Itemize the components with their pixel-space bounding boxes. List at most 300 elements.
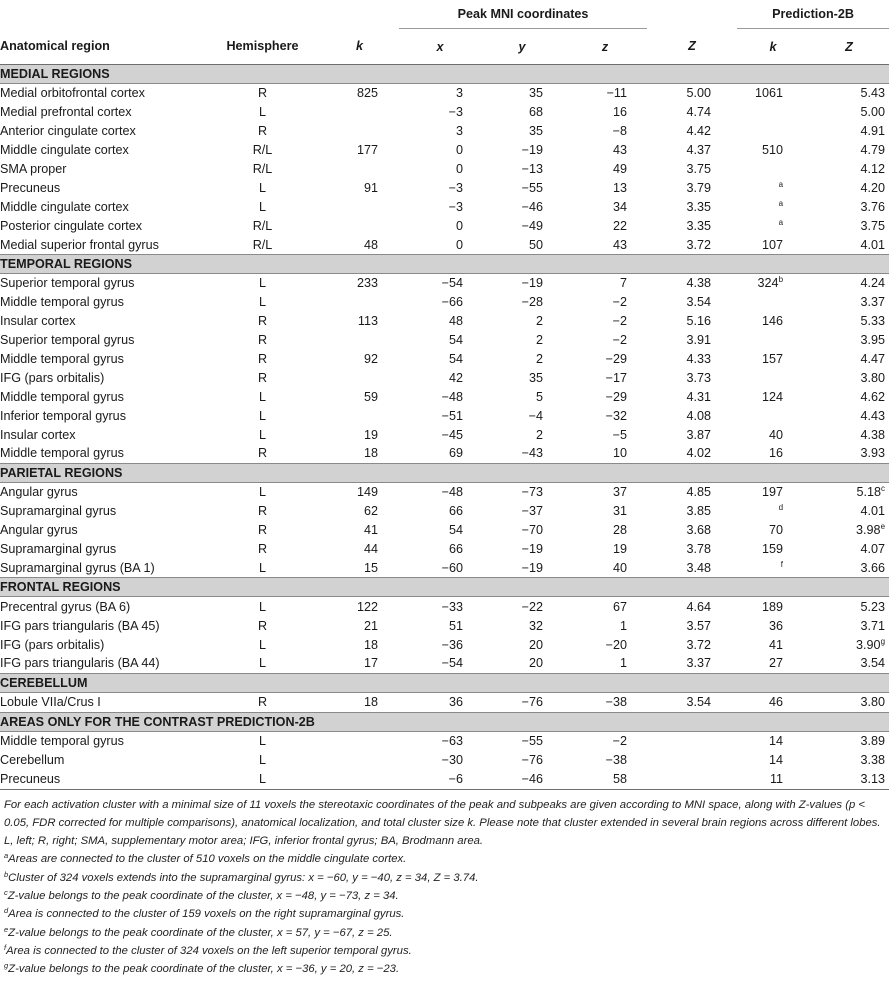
table-row <box>0 103 889 122</box>
cell-z <box>563 235 647 254</box>
cell-k <box>320 521 399 540</box>
cell-Z <box>647 160 737 179</box>
cell-y-value: 20 <box>528 656 543 671</box>
cell-z-value: 19 <box>613 542 628 557</box>
footnote <box>4 869 885 887</box>
cell-Z <box>647 312 737 331</box>
cell-k <box>320 312 399 331</box>
cell-y-value: −19 <box>521 276 543 291</box>
cell-hemisphere <box>205 521 320 540</box>
cell-hemisphere <box>205 731 320 750</box>
cell-k-value: 44 <box>363 542 378 557</box>
cell-k-value: 825 <box>356 86 378 101</box>
cell-y <box>481 235 563 254</box>
cell-z <box>563 444 647 463</box>
cell-pred-k <box>737 141 809 160</box>
cell-y-value: −13 <box>521 162 543 176</box>
cell-y <box>481 141 563 160</box>
cell-Z-value: 3.85 <box>686 504 712 519</box>
cell-pred-k-value: 16 <box>769 446 784 461</box>
cell-y <box>481 425 563 444</box>
table-row <box>0 770 889 789</box>
footnote-marker: g <box>880 636 886 646</box>
cell-pred-Z-value: 4.62 <box>860 389 886 404</box>
cell-hemisphere <box>205 654 320 673</box>
cell-region <box>0 350 205 369</box>
cell-pred-Z <box>809 406 889 425</box>
cell-Z <box>647 635 737 654</box>
cell-pred-k <box>737 444 809 463</box>
cell-pred-Z-value: 4.01 <box>860 504 886 519</box>
cell-pred-k <box>737 558 809 577</box>
cell-k-value: 122 <box>356 599 378 614</box>
cell-k <box>320 293 399 312</box>
cell-x-value: 3 <box>455 86 463 101</box>
cell-x <box>399 540 481 559</box>
cell-hemisphere <box>205 387 320 406</box>
cell-Z <box>647 521 737 540</box>
cell-region <box>0 482 205 501</box>
cell-hemisphere-value: L <box>258 656 266 671</box>
cell-pred-k <box>737 616 809 635</box>
cell-hemisphere <box>205 103 320 122</box>
cell-Z-value: 3.37 <box>686 656 712 671</box>
cell-x-value: −54 <box>441 656 463 671</box>
cell-pred-k <box>737 312 809 331</box>
cell-z <box>563 635 647 654</box>
cell-Z-value: 4.74 <box>686 105 712 120</box>
table-row <box>0 444 889 463</box>
footnote-marker: a <box>778 179 784 189</box>
cell-z-value: 49 <box>613 162 628 176</box>
cell-x <box>399 635 481 654</box>
cell-z <box>563 84 647 103</box>
cell-z-value: 28 <box>613 523 628 538</box>
table-row <box>0 751 889 770</box>
table-row <box>0 293 889 312</box>
cell-hemisphere-value: L <box>258 485 266 500</box>
footnote-marker: c <box>881 484 886 494</box>
cell-region <box>0 406 205 425</box>
cell-y-value: 2 <box>535 333 543 348</box>
cell-z-value: 67 <box>613 599 628 614</box>
cell-y <box>481 521 563 540</box>
cell-k-value: 17 <box>363 656 378 671</box>
cell-pred-Z <box>809 235 889 254</box>
cell-hemisphere-value: R <box>257 504 268 519</box>
cell-hemisphere <box>205 141 320 160</box>
footnote-mark: b <box>4 869 9 879</box>
cell-k <box>320 197 399 216</box>
cell-pred-k <box>737 406 809 425</box>
cell-z <box>563 597 647 616</box>
cell-Z <box>647 770 737 789</box>
cell-pred-k-value: 11 <box>769 772 784 787</box>
cell-y <box>481 444 563 463</box>
cell-pred-Z-value: 4.24 <box>860 276 886 291</box>
cell-region <box>0 731 205 750</box>
footnote-text: Z-value belongs to the peak coordinate of the cluster, x = −48, y = −73, z = 34. <box>7 889 399 902</box>
footnote-marker: d <box>778 503 784 513</box>
cell-region-value: Middle temporal gyrus <box>0 734 124 749</box>
cell-x <box>399 482 481 501</box>
cell-hemisphere <box>205 770 320 789</box>
cell-y-value: 2 <box>535 427 543 442</box>
cell-Z <box>647 274 737 293</box>
cell-region-value: Insular cortex <box>0 314 76 329</box>
cell-x-value: −63 <box>441 734 463 749</box>
cell-pred-Z <box>809 331 889 350</box>
col-header-pred-k: k <box>737 29 809 65</box>
cell-k-value: 149 <box>356 485 378 500</box>
cell-k-value: 21 <box>363 618 378 633</box>
cell-region <box>0 312 205 331</box>
cell-k-value: 15 <box>363 560 378 575</box>
cell-y <box>481 540 563 559</box>
cell-pred-Z <box>809 731 889 750</box>
cell-k <box>320 235 399 254</box>
cell-pred-Z-value: 5.43 <box>860 86 886 101</box>
cell-hemisphere-value: R/L <box>252 162 273 176</box>
cell-pred-Z-value: 4.01 <box>860 237 886 252</box>
cell-z <box>563 540 647 559</box>
cell-region <box>0 770 205 789</box>
cell-Z-value: 3.72 <box>686 237 712 252</box>
cell-pred-k-value: 27 <box>769 656 784 671</box>
cell-y-value: 5 <box>535 389 543 404</box>
cell-x <box>399 293 481 312</box>
cell-pred-Z <box>809 751 889 770</box>
cell-Z-value: 4.33 <box>686 352 712 367</box>
cell-z-value: −17 <box>605 370 628 385</box>
cell-z-value: 22 <box>613 218 628 233</box>
cell-hemisphere-value: R <box>257 370 268 385</box>
section-header <box>0 673 889 692</box>
cell-k <box>320 387 399 406</box>
cell-hemisphere <box>205 274 320 293</box>
cell-z <box>563 160 647 179</box>
cell-pred-Z <box>809 368 889 387</box>
cell-z-value: −11 <box>606 86 628 101</box>
cell-z-value: −5 <box>612 427 628 442</box>
cell-x <box>399 331 481 350</box>
cell-pred-Z <box>809 692 889 712</box>
cell-pred-Z-value: 3.80 <box>860 695 886 710</box>
cell-x <box>399 502 481 521</box>
cell-z-value: −38 <box>605 753 628 768</box>
cell-Z-value: 3.35 <box>686 218 712 233</box>
col-header-z: z <box>563 29 647 65</box>
cell-x <box>399 312 481 331</box>
cell-pred-Z <box>809 141 889 160</box>
cell-y-value: −55 <box>521 180 543 195</box>
cell-k-value: 62 <box>363 504 378 519</box>
cell-y <box>481 331 563 350</box>
cell-region <box>0 160 205 179</box>
cell-pred-k-value: 70 <box>769 523 784 538</box>
cell-y <box>481 387 563 406</box>
cell-Z <box>647 103 737 122</box>
cell-pred-Z <box>809 103 889 122</box>
cell-hemisphere-value: L <box>258 599 266 614</box>
cell-pred-k-value: 146 <box>762 314 784 329</box>
cell-hemisphere-value: R/L <box>252 218 273 233</box>
cell-x-value: −6 <box>448 772 463 787</box>
cell-Z <box>647 616 737 635</box>
cell-Z-value: 3.78 <box>686 542 712 557</box>
group-header-mni: Peak MNI coordinates <box>399 0 647 29</box>
cell-x-value: 0 <box>455 143 463 158</box>
cell-pred-Z <box>809 197 889 216</box>
cell-region <box>0 502 205 521</box>
cell-hemisphere <box>205 84 320 103</box>
cell-z <box>563 312 647 331</box>
cell-x <box>399 731 481 750</box>
cell-pred-Z <box>809 635 889 654</box>
cell-pred-k <box>737 635 809 654</box>
cell-k-value: 18 <box>363 695 378 710</box>
cell-x-value: 66 <box>448 504 463 519</box>
cell-pred-k-value: 189 <box>762 599 784 614</box>
section-header <box>0 65 889 84</box>
cell-hemisphere <box>205 444 320 463</box>
cell-region-value: Middle cingulate cortex <box>0 143 129 158</box>
cell-z-value: 10 <box>613 446 628 461</box>
cell-k-value: 18 <box>363 446 378 461</box>
cell-region <box>0 616 205 635</box>
cell-Z-value: 5.16 <box>686 314 712 329</box>
cell-z <box>563 731 647 750</box>
cell-region-value: Superior temporal gyrus <box>0 333 135 348</box>
cell-x-value: 66 <box>448 542 463 557</box>
cell-pred-Z-value: 3.37 <box>860 295 886 310</box>
cell-y <box>481 216 563 235</box>
cell-Z-value: 3.91 <box>686 333 712 348</box>
cell-k <box>320 635 399 654</box>
cell-Z-value: 4.08 <box>686 408 712 423</box>
cell-y <box>481 122 563 141</box>
cell-x <box>399 122 481 141</box>
cell-x-value: 51 <box>448 618 463 633</box>
cell-pred-Z <box>809 502 889 521</box>
cell-z <box>563 178 647 197</box>
cell-z-value: 34 <box>613 199 628 214</box>
footnote <box>4 924 885 942</box>
cell-k <box>320 103 399 122</box>
cell-Z <box>647 425 737 444</box>
cell-z <box>563 751 647 770</box>
cell-pred-k-value: 197 <box>762 485 784 500</box>
cell-hemisphere <box>205 482 320 501</box>
cell-x <box>399 368 481 387</box>
footnote-mark: a <box>4 851 9 861</box>
cell-pred-Z <box>809 350 889 369</box>
footnote-mark: e <box>4 924 9 934</box>
table-row <box>0 616 889 635</box>
cell-z <box>563 387 647 406</box>
cell-Z <box>647 540 737 559</box>
footnote-mark: g <box>4 961 9 971</box>
cell-k <box>320 122 399 141</box>
cell-pred-Z <box>809 540 889 559</box>
cell-z <box>563 482 647 501</box>
cell-Z <box>647 84 737 103</box>
cell-z <box>563 425 647 444</box>
cell-Z <box>647 387 737 406</box>
cell-k <box>320 482 399 501</box>
cell-hemisphere-value: R <box>257 352 268 367</box>
cell-k-value: 19 <box>363 427 378 442</box>
cell-x <box>399 425 481 444</box>
cell-y <box>481 350 563 369</box>
cell-Z-value: 3.72 <box>686 637 712 652</box>
cell-x <box>399 160 481 179</box>
cell-Z-value: 3.79 <box>686 180 712 195</box>
cell-pred-k <box>737 293 809 312</box>
cell-hemisphere-value: R <box>257 86 268 101</box>
cell-hemisphere-value: L <box>258 753 266 768</box>
cell-hemisphere <box>205 293 320 312</box>
cell-z <box>563 368 647 387</box>
cell-hemisphere <box>205 406 320 425</box>
cell-z-value: 43 <box>613 143 628 158</box>
cell-region <box>0 692 205 712</box>
cell-x <box>399 178 481 197</box>
cell-region-value: Lobule VIIa/Crus I <box>0 695 101 710</box>
cell-z-value: −2 <box>612 314 628 329</box>
cell-pred-Z-value: 5.33 <box>860 314 886 329</box>
table-row <box>0 558 889 577</box>
footnote-mark: f <box>4 942 7 952</box>
cell-hemisphere-value: L <box>258 276 266 291</box>
cell-x-value: 3 <box>455 124 463 139</box>
cell-pred-Z-value: 3.66 <box>860 560 886 575</box>
col-header-k: k <box>320 29 399 65</box>
cell-k <box>320 731 399 750</box>
cell-y <box>481 406 563 425</box>
cell-region-value: IFG (pars orbitalis) <box>0 637 105 652</box>
cell-x-value: −3 <box>448 105 463 120</box>
cell-Z <box>647 216 737 235</box>
cell-x <box>399 235 481 254</box>
cell-pred-k-value: 124 <box>762 389 784 404</box>
cell-pred-Z <box>809 770 889 789</box>
cell-z-value: −20 <box>605 637 628 652</box>
cell-region-value: IFG (pars orbitalis) <box>0 370 105 385</box>
cell-Z <box>647 331 737 350</box>
cell-pred-k <box>737 368 809 387</box>
cell-region-value: Middle temporal gyrus <box>0 446 124 461</box>
cell-x-value: −3 <box>448 199 463 214</box>
cell-region <box>0 178 205 197</box>
notes-main: For each activation cluster with a minimal size of 11 voxels the stereotaxic coordinates of the peak and subpeaks are given according to MNI space, along with Z-values (p < 0.05, FDR corrected for multiple comparisons), anatomical localization, and total cluster size k. Please note that cluster extended in several brain regions across different lobes. L, left; R, right; SMA, supplementary motor area; IFG, inferior frontal gyrus; BA, Brodmann area. <box>4 798 881 848</box>
cell-pred-Z-value: 3.75 <box>860 218 886 233</box>
cell-pred-Z-value: 4.38 <box>860 427 886 442</box>
cell-x <box>399 84 481 103</box>
cell-x <box>399 387 481 406</box>
cell-z-value: 58 <box>613 772 628 787</box>
cell-pred-k <box>737 482 809 501</box>
cell-y-value: 68 <box>528 105 543 120</box>
cell-x-value: 69 <box>448 446 463 461</box>
cell-x <box>399 654 481 673</box>
cell-pred-Z-value: 4.43 <box>860 408 886 423</box>
cell-region-value: Supramarginal gyrus <box>0 504 117 519</box>
cell-hemisphere-value: R <box>257 523 268 538</box>
cell-hemisphere <box>205 597 320 616</box>
cell-hemisphere <box>205 122 320 141</box>
cell-region <box>0 521 205 540</box>
section-title: FRONTAL REGIONS <box>0 578 889 597</box>
cell-pred-Z-value: 3.80 <box>860 370 886 385</box>
cell-pred-k <box>737 122 809 141</box>
cell-y-value: 50 <box>528 237 543 252</box>
cell-pred-k-value: 36 <box>769 618 784 633</box>
cell-k <box>320 368 399 387</box>
cell-region-value: Angular gyrus <box>0 523 78 538</box>
cell-region <box>0 103 205 122</box>
cell-region <box>0 141 205 160</box>
table-row <box>0 312 889 331</box>
cell-k-value: 177 <box>356 143 378 158</box>
cell-region-value: Angular gyrus <box>0 485 78 500</box>
cell-y-value: 35 <box>528 124 543 139</box>
cell-hemisphere <box>205 635 320 654</box>
cell-z <box>563 406 647 425</box>
section-title: AREAS ONLY FOR THE CONTRAST PREDICTION-2B <box>0 712 889 731</box>
cell-z-value: 43 <box>613 237 628 252</box>
section-header <box>0 255 889 274</box>
cell-x <box>399 141 481 160</box>
table-row <box>0 141 889 160</box>
cell-pred-Z-value: 4.47 <box>860 352 886 367</box>
cell-pred-Z <box>809 521 889 540</box>
footnote-marker: a <box>778 198 784 208</box>
cell-z <box>563 521 647 540</box>
cell-pred-k <box>737 597 809 616</box>
cell-pred-k-value: 46 <box>769 695 784 710</box>
cell-k <box>320 84 399 103</box>
cell-region-value: Middle temporal gyrus <box>0 295 124 310</box>
table-row <box>0 731 889 750</box>
cell-region <box>0 654 205 673</box>
cell-pred-Z <box>809 425 889 444</box>
cell-x-value: −51 <box>441 408 463 423</box>
cell-x-value: 54 <box>448 333 463 348</box>
footnote-text: Area is connected to the cluster of 324 voxels on the left superior temporal gyrus. <box>6 944 412 957</box>
cell-region <box>0 197 205 216</box>
cell-y-value: −28 <box>521 295 543 310</box>
cell-y <box>481 502 563 521</box>
cell-pred-k <box>737 521 809 540</box>
cell-y-value: 20 <box>528 637 543 652</box>
cell-pred-Z <box>809 84 889 103</box>
cell-k <box>320 654 399 673</box>
footnote-mark: c <box>4 887 8 897</box>
table-row <box>0 387 889 406</box>
cell-z-value: −38 <box>605 695 628 710</box>
cell-pred-k <box>737 84 809 103</box>
table-row <box>0 368 889 387</box>
cell-hemisphere <box>205 540 320 559</box>
cell-pred-Z-value: 3.13 <box>860 772 886 787</box>
cell-region-value: Precuneus <box>0 180 61 195</box>
cell-region <box>0 216 205 235</box>
cell-k <box>320 160 399 179</box>
cell-hemisphere <box>205 502 320 521</box>
cell-pred-k-value: 40 <box>769 427 784 442</box>
cell-x-value: 0 <box>455 218 463 233</box>
